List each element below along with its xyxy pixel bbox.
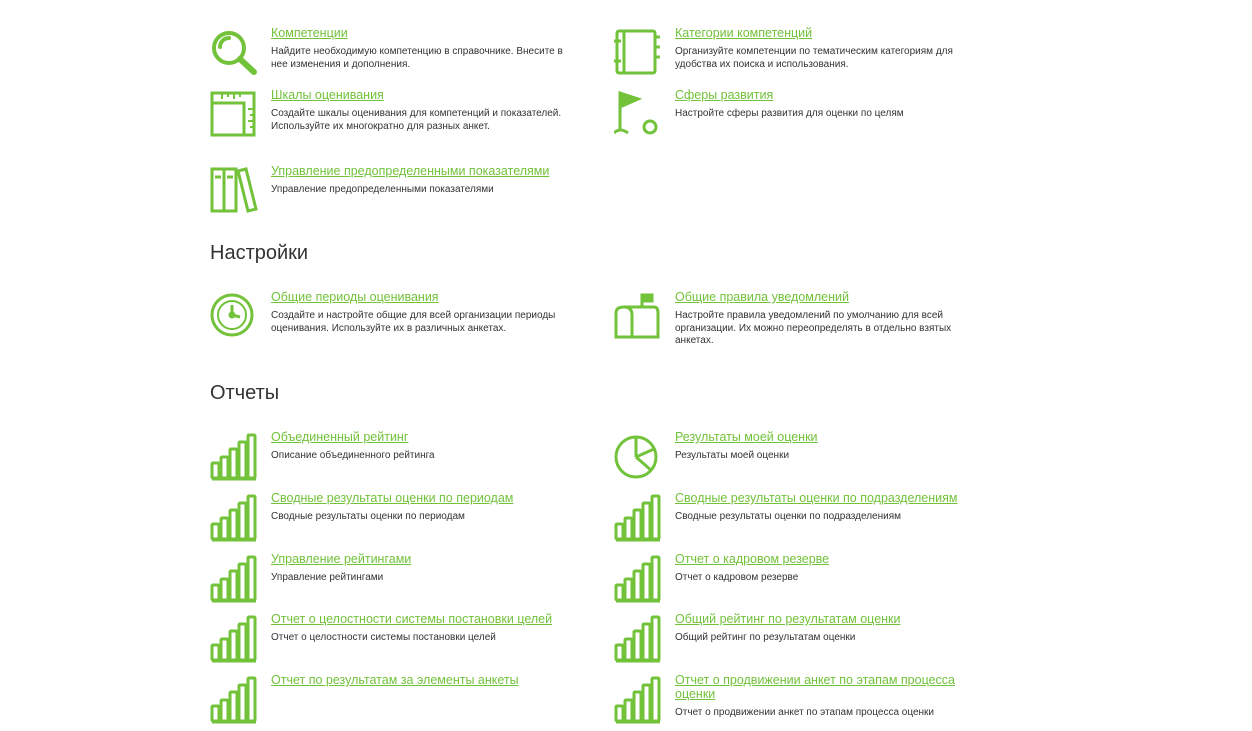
clock-icon: [210, 293, 258, 341]
predefined-indicators-link[interactable]: Управление предопределенными показателями: [271, 164, 550, 178]
rating-scales-desc: Создайте шкалы оценивания для компетенций и показателей. Используйте их многократно для разных анкет.: [271, 108, 562, 132]
report-link[interactable]: Результаты моей оценки: [675, 430, 818, 444]
bar-chart-icon: [614, 676, 662, 724]
report-link[interactable]: Отчет по результатам за элементы анкеты: [271, 673, 519, 687]
competency-categories-desc: Организуйте компетенции по тематическим категориям для удобства их поиска и использования.: [675, 46, 953, 70]
report-desc: Управление рейтингами: [271, 572, 384, 583]
report-link[interactable]: Отчет о кадровом резерве: [675, 552, 830, 566]
report-desc: Отчет о кадровом резерве: [675, 572, 799, 583]
bar-chart-icon: [210, 615, 258, 663]
mailbox-icon: [614, 293, 662, 341]
binders-icon: [210, 167, 258, 215]
pie-chart-icon: [614, 433, 662, 481]
reports-heading: Отчеты: [210, 382, 280, 404]
report-desc: Сводные результаты оценки по подразделениям: [675, 511, 902, 522]
common-periods-desc: Создайте и настройте общие для всей организации периоды оценивания. Используйте их в различных анкетах.: [271, 310, 556, 334]
notification-rules-link[interactable]: Общие правила уведомлений: [675, 290, 849, 304]
report-link[interactable]: Объединенный рейтинг: [271, 430, 409, 444]
report-desc: Сводные результаты оценки по периодам: [271, 511, 465, 522]
ruler-icon: [210, 91, 258, 139]
report-desc: Отчет о продвижении анкет по этапам процесса оценки: [675, 707, 935, 718]
report-link[interactable]: Общий рейтинг по результатам оценки: [675, 612, 901, 626]
competency-categories-link[interactable]: Категории компетенций: [675, 26, 813, 40]
report-desc: Отчет о целостности системы постановки целей: [271, 632, 496, 643]
report-link[interactable]: Отчет о целостности системы постановки целей: [271, 612, 553, 626]
bar-chart-icon: [210, 555, 258, 603]
report-desc: Общий рейтинг по результатам оценки: [675, 632, 856, 643]
common-periods-link[interactable]: Общие периоды оценивания: [271, 290, 439, 304]
report-desc: Результаты моей оценки: [675, 450, 790, 461]
competencies-desc: Найдите необходимую компетенцию в справочнике. Внесите в нее изменения и дополнения.: [271, 46, 563, 70]
bar-chart-icon: [614, 555, 662, 603]
development-areas-desc: Настройте сферы развития для оценки по целям: [675, 108, 904, 119]
predefined-indicators-desc: Управление предопределенными показателями: [271, 184, 494, 195]
magnifier-icon: [210, 29, 258, 77]
notebook-icon: [614, 29, 662, 77]
golf-flag-icon: [614, 91, 662, 139]
bar-chart-icon: [210, 494, 258, 542]
bar-chart-icon: [210, 676, 258, 724]
report-link[interactable]: Сводные результаты оценки по подразделениям: [675, 491, 958, 505]
bar-chart-icon: [614, 494, 662, 542]
notification-rules-desc: Настройте правила уведомлений по умолчанию для всей организации. Их можно переопределять в отдельно взятых анкетах.: [675, 310, 952, 346]
report-link[interactable]: Управление рейтингами: [271, 552, 412, 566]
bar-chart-icon: [614, 615, 662, 663]
rating-scales-link[interactable]: Шкалы оценивания: [271, 88, 384, 102]
settings-heading: Настройки: [210, 242, 309, 264]
report-link[interactable]: Отчет о продвижении анкет по этапам процесса оценки: [675, 673, 956, 701]
report-link[interactable]: Сводные результаты оценки по периодам: [271, 491, 514, 505]
report-desc: Описание объединенного рейтинга: [271, 450, 435, 461]
development-areas-link[interactable]: Сферы развития: [675, 88, 774, 102]
competencies-link[interactable]: Компетенции: [271, 26, 348, 40]
bar-chart-icon: [210, 433, 258, 481]
